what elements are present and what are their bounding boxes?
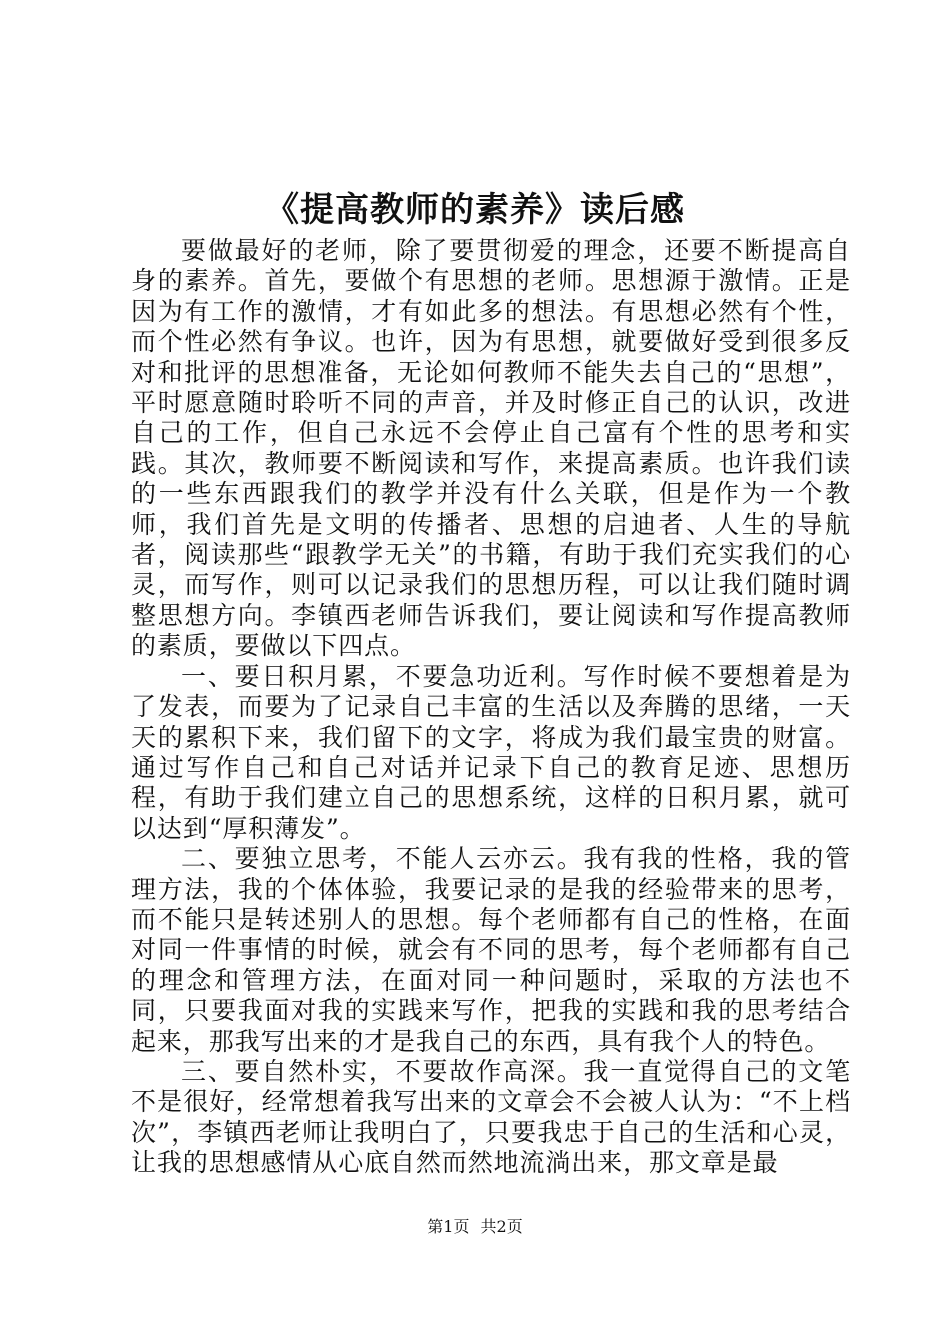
page-total: 共2页 — [480, 1217, 523, 1236]
page-footer — [0, 1217, 950, 1237]
paragraph-point-one: 一、要日积月累，不要急功近利。写作时候不要想着是为了发表，而要为了记录自己丰富的生活以及奔腾的思绪，一天天的累积下来，我们留下的文字，将成为我们最宝贵的财富。通过写作自己和自己对话并记录下自己的教育足迹、思想历程，有助于我们建立自己的思想系统，这样的日积月累，就可以达到“厚积薄发”。 — [131, 661, 851, 843]
paragraph-intro: 要做最好的老师，除了要贯彻爱的理念，还要不断提高自身的素养。首先，要做个有思想的老师。思想源于激情。正是因为有工作的激情，才有如此多的想法。有思想必然有个性，而个性必然有争议。也许，因为有思想，就要做好受到很多反对和批评的思想准备，无论如何教师不能失去自己的“思想”，平时愿意随时聆听不同的声音，并及时修正自己的认识，改进自己的工作，但自己永远不会停止自己富有个性的思考和实践。其次，教师要不断阅读和写作，来提高素质。也许我们读的一些东西跟我们的教学并没有什么关联，但是作为一个教师，我们首先是文明的传播者、思想的启迪者、人生的导航者，阅读那些“跟教学无关”的书籍，有助于我们充实我们的心灵，而写作，则可以记录我们的思想历程，可以让我们随时调整思想方向。李镇西老师告诉我们，要让阅读和写作提高教师的素质，要做以下四点。 — [131, 236, 851, 661]
document-body — [131, 236, 851, 1179]
paragraph-point-three: 三、要自然朴实，不要故作高深。我一直觉得自己的文笔不是很好，经常想着我写出来的文章会不会被人认为：“不上档次”，李镇西老师让我明白了，只要我忠于自己的生活和心灵，让我的思想感情从心底自然而然地流淌出来，那文章是最 — [131, 1056, 851, 1178]
document-title: 《提高教师的素养》读后感 — [265, 190, 685, 230]
paragraph-point-two: 二、要独立思考，不能人云亦云。我有我的性格，我的管理方法，我的个体体验，我要记录的是我的经验带来的思考，而不能只是转述别人的思想。每个老师都有自己的性格，在面对同一件事情的时候，就会有不同的思考，每个老师都有自己的理念和管理方法，在面对同一种问题时，采取的方法也不同，只要我面对我的实践来写作，把我的实践和我的思考结合起来，那我写出来的才是我自己的东西，具有我个人的特色。 — [131, 844, 851, 1056]
page-number: 第1页 — [427, 1217, 470, 1236]
